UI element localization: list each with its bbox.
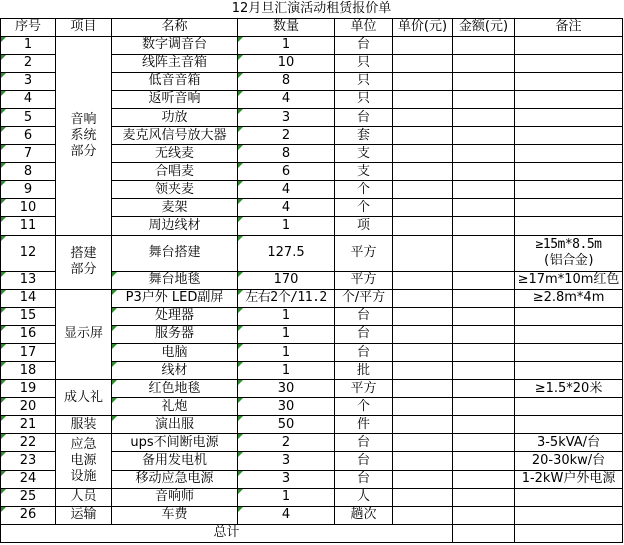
row-price: [393, 362, 453, 380]
row-name: 麦架: [112, 199, 238, 217]
row-amount: [453, 289, 515, 307]
row-unit: 趟次: [335, 506, 393, 524]
row-unit: 个: [335, 181, 393, 199]
row-price: [393, 470, 453, 488]
row-seq: 9: [1, 181, 56, 199]
row-name: 数字调音台: [112, 36, 238, 54]
header-amount: 金额(元): [453, 18, 515, 36]
row-qty: 1: [238, 325, 335, 343]
row-amount: [453, 343, 515, 361]
row-price: [393, 181, 453, 199]
row-amount: [453, 217, 515, 235]
row-note: [515, 307, 623, 325]
row-unit: 个: [335, 398, 393, 416]
row-price: [393, 452, 453, 470]
row-seq: 12: [1, 235, 56, 271]
row-qty: 1: [238, 343, 335, 361]
row-amount: [453, 199, 515, 217]
row-unit: 只: [335, 90, 393, 108]
row-qty: 1: [238, 307, 335, 325]
row-unit: 支: [335, 145, 393, 163]
row-note: ≥1.5*20米: [515, 380, 623, 398]
row-name: 演出服: [112, 416, 238, 434]
total-label: 总计: [1, 524, 453, 542]
row-name: 备用发电机: [112, 452, 238, 470]
row-seq: 1: [1, 36, 56, 54]
row-name: 电脑: [112, 343, 238, 361]
row-amount: [453, 307, 515, 325]
row-name: 合唱麦: [112, 163, 238, 181]
row-qty: 50: [238, 416, 335, 434]
row-seq: 3: [1, 72, 56, 90]
row-amount: [453, 271, 515, 289]
row-note: [515, 181, 623, 199]
row-amount: [453, 452, 515, 470]
row-qty: 1: [238, 36, 335, 54]
row-qty: 8: [238, 145, 335, 163]
row-note: 20-30kw/台: [515, 452, 623, 470]
row-unit: 台: [335, 325, 393, 343]
row-price: [393, 72, 453, 90]
row-qty: 10: [238, 54, 335, 72]
row-seq: 4: [1, 90, 56, 108]
row-price: [393, 271, 453, 289]
row-seq: 23: [1, 452, 56, 470]
row-note: 1-2kW户外电源: [515, 470, 623, 488]
row-qty: 3: [238, 452, 335, 470]
row-qty: 1: [238, 488, 335, 506]
row-unit: 套: [335, 127, 393, 145]
row-price: [393, 145, 453, 163]
category-costume: 服装: [56, 416, 112, 434]
row-unit: 台: [335, 470, 393, 488]
table-row: [1, 416, 623, 434]
row-unit: 平方: [335, 271, 393, 289]
row-amount: [453, 181, 515, 199]
row-amount: [453, 145, 515, 163]
row-note: [515, 163, 623, 181]
row-amount: [453, 416, 515, 434]
row-seq: 2: [1, 54, 56, 72]
row-price: [393, 343, 453, 361]
row-note: [515, 343, 623, 361]
row-qty: 左右2个/11.2: [238, 289, 335, 307]
row-seq: 20: [1, 398, 56, 416]
row-name: 音响师: [112, 488, 238, 506]
row-name: 红色地毯: [112, 380, 238, 398]
row-unit: 平方: [335, 380, 393, 398]
row-qty: 127.5: [238, 235, 335, 271]
row-note: [515, 398, 623, 416]
row-qty: 30: [238, 380, 335, 398]
row-name: P3户外 LED副屏: [112, 289, 238, 307]
row-seq: 26: [1, 506, 56, 524]
row-name: 返听音响: [112, 90, 238, 108]
table-row: [1, 235, 623, 271]
row-seq: 5: [1, 108, 56, 126]
row-unit: 台: [335, 434, 393, 452]
row-name: 功放: [112, 108, 238, 126]
row-price: [393, 199, 453, 217]
row-seq: 6: [1, 127, 56, 145]
header-qty: 数量: [238, 18, 335, 36]
row-amount: [453, 434, 515, 452]
row-amount: [453, 362, 515, 380]
row-unit: 台: [335, 36, 393, 54]
row-amount: [453, 36, 515, 54]
row-unit: 只: [335, 54, 393, 72]
row-price: [393, 289, 453, 307]
row-amount: [453, 108, 515, 126]
row-amount: [453, 235, 515, 271]
row-amount: [453, 325, 515, 343]
row-qty: 3: [238, 108, 335, 126]
row-name: 处理器: [112, 307, 238, 325]
sheet-title: 12月旦汇演活动租赁报价单: [1, 0, 623, 18]
row-unit: 支: [335, 163, 393, 181]
row-seq: 8: [1, 163, 56, 181]
row-amount: [453, 90, 515, 108]
row-seq: 24: [1, 470, 56, 488]
row-unit: 台: [335, 452, 393, 470]
row-seq: 10: [1, 199, 56, 217]
category-build: 搭建 部分: [56, 235, 112, 289]
row-unit: 件: [335, 416, 393, 434]
row-name: 麦克风信号放大器: [112, 127, 238, 145]
row-name: 服务器: [112, 325, 238, 343]
category-display: 显示屏: [56, 289, 112, 379]
header-unit: 单位: [335, 18, 393, 36]
row-amount: [453, 54, 515, 72]
row-price: [393, 90, 453, 108]
row-name: 领夹麦: [112, 181, 238, 199]
row-note: ≥15m*8.5m (铝合金): [515, 235, 623, 271]
row-name: 线阵主音箱: [112, 54, 238, 72]
row-amount: [453, 470, 515, 488]
row-seq: 15: [1, 307, 56, 325]
category-ceremony: 成人礼: [56, 380, 112, 416]
row-qty: 4: [238, 181, 335, 199]
row-name: 线材: [112, 362, 238, 380]
total-amount: [453, 524, 515, 542]
row-name: 低音音箱: [112, 72, 238, 90]
row-note: [515, 90, 623, 108]
category-power: 应急 电源 设施: [56, 434, 112, 488]
category-audio: 音响 系统 部分: [56, 36, 112, 235]
table-row: [1, 506, 623, 524]
row-amount: [453, 127, 515, 145]
row-note: [515, 199, 623, 217]
row-unit: 平方: [335, 235, 393, 271]
row-qty: 4: [238, 506, 335, 524]
row-unit: 台: [335, 307, 393, 325]
row-qty: 4: [238, 199, 335, 217]
row-unit: 项: [335, 217, 393, 235]
row-seq: 16: [1, 325, 56, 343]
header-seq: 序号: [1, 18, 56, 36]
row-unit: 个/平方: [335, 289, 393, 307]
row-price: [393, 506, 453, 524]
row-qty: 2: [238, 127, 335, 145]
row-name: 舞台地毯: [112, 271, 238, 289]
row-note: [515, 127, 623, 145]
row-price: [393, 488, 453, 506]
row-note: 3-5kVA/台: [515, 434, 623, 452]
row-price: [393, 108, 453, 126]
row-qty: 1: [238, 362, 335, 380]
row-seq: 13: [1, 271, 56, 289]
row-price: [393, 163, 453, 181]
row-price: [393, 36, 453, 54]
row-price: [393, 380, 453, 398]
row-price: [393, 54, 453, 72]
row-note: [515, 325, 623, 343]
row-seq: 7: [1, 145, 56, 163]
row-price: [393, 217, 453, 235]
row-seq: 18: [1, 362, 56, 380]
row-price: [393, 416, 453, 434]
table-row: [1, 488, 623, 506]
row-amount: [453, 506, 515, 524]
row-price: [393, 325, 453, 343]
row-note: [515, 506, 623, 524]
row-note: ≥2.8m*4m: [515, 289, 623, 307]
row-note: [515, 108, 623, 126]
header-note: 备注: [515, 18, 623, 36]
header-row: [1, 18, 623, 36]
table-row: [1, 36, 623, 54]
header-item: 项目: [56, 18, 112, 36]
row-note: [515, 416, 623, 434]
row-qty: 1: [238, 217, 335, 235]
row-note: ≥17m*10m红色: [515, 271, 623, 289]
row-note: [515, 217, 623, 235]
row-qty: 8: [238, 72, 335, 90]
row-seq: 17: [1, 343, 56, 361]
row-name: 礼炮: [112, 398, 238, 416]
row-name: 无线麦: [112, 145, 238, 163]
category-staff: 人员: [56, 488, 112, 506]
row-name: 舞台搭建: [112, 235, 238, 271]
row-note: [515, 36, 623, 54]
row-seq: 21: [1, 416, 56, 434]
row-note: [515, 145, 623, 163]
row-note: [515, 54, 623, 72]
row-unit: 个: [335, 199, 393, 217]
row-qty: 2: [238, 434, 335, 452]
row-price: [393, 398, 453, 416]
header-name: 名称: [112, 18, 238, 36]
total-row: [1, 524, 623, 542]
row-amount: [453, 488, 515, 506]
row-seq: 14: [1, 289, 56, 307]
row-seq: 11: [1, 217, 56, 235]
row-qty: 30: [238, 398, 335, 416]
row-amount: [453, 380, 515, 398]
table-row: [1, 289, 623, 307]
row-unit: 人: [335, 488, 393, 506]
row-amount: [453, 398, 515, 416]
row-amount: [453, 163, 515, 181]
row-price: [393, 127, 453, 145]
table-row: [1, 380, 623, 398]
row-seq: 25: [1, 488, 56, 506]
row-price: [393, 434, 453, 452]
row-note: [515, 362, 623, 380]
row-name: 移动应急电源: [112, 470, 238, 488]
row-seq: 19: [1, 380, 56, 398]
row-name: ups不间断电源: [112, 434, 238, 452]
row-price: [393, 235, 453, 271]
total-note: [515, 524, 623, 542]
row-amount: [453, 72, 515, 90]
row-name: 周边线材: [112, 217, 238, 235]
row-unit: 台: [335, 108, 393, 126]
row-unit: 台: [335, 343, 393, 361]
row-qty: 170: [238, 271, 335, 289]
row-unit: 只: [335, 72, 393, 90]
category-transport: 运输: [56, 506, 112, 524]
header-price: 单价(元): [393, 18, 453, 36]
row-note: [515, 488, 623, 506]
row-name: 车费: [112, 506, 238, 524]
row-qty: 4: [238, 90, 335, 108]
row-seq: 22: [1, 434, 56, 452]
row-unit: 批: [335, 362, 393, 380]
row-qty: 3: [238, 470, 335, 488]
table-row: [1, 434, 623, 452]
row-qty: 6: [238, 163, 335, 181]
row-note: [515, 72, 623, 90]
row-price: [393, 307, 453, 325]
